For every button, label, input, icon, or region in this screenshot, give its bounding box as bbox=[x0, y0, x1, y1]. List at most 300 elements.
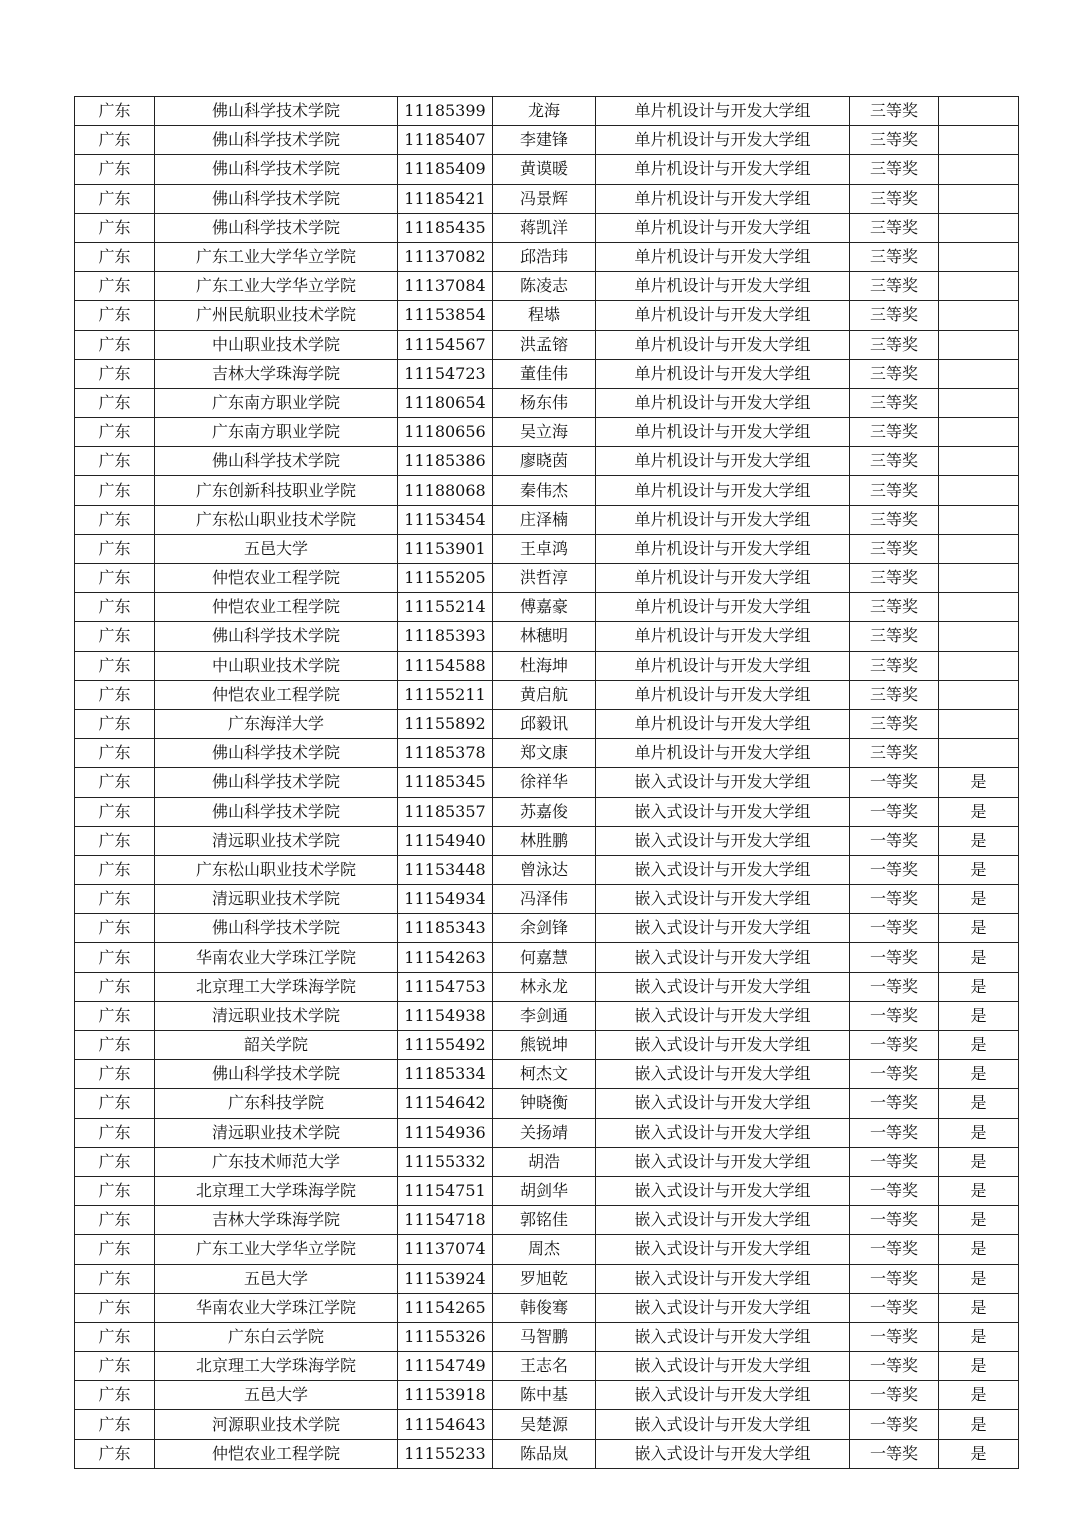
province-cell: 广东 bbox=[75, 680, 155, 709]
contestant-id-cell: 11155892 bbox=[398, 709, 493, 738]
contestant-id-cell: 11185399 bbox=[398, 97, 493, 126]
award-cell: 一等奖 bbox=[850, 914, 939, 943]
award-cell: 一等奖 bbox=[850, 1322, 939, 1351]
contestant-id-cell: 11154938 bbox=[398, 1001, 493, 1030]
table-row bbox=[75, 155, 1019, 184]
contestant-id-cell: 11185386 bbox=[398, 447, 493, 476]
school-cell: 仲恺农业工程学院 bbox=[155, 1439, 398, 1468]
advance-cell: 是 bbox=[939, 1147, 1019, 1176]
advance-cell bbox=[939, 272, 1019, 301]
award-cell: 一等奖 bbox=[850, 1001, 939, 1030]
table-row bbox=[75, 418, 1019, 447]
award-cell: 一等奖 bbox=[850, 1381, 939, 1410]
table-row bbox=[75, 242, 1019, 271]
table-row bbox=[75, 1439, 1019, 1468]
contestant-id-cell: 11155211 bbox=[398, 680, 493, 709]
province-cell: 广东 bbox=[75, 359, 155, 388]
table-row bbox=[75, 651, 1019, 680]
school-cell: 清远职业技术学院 bbox=[155, 826, 398, 855]
table-row bbox=[75, 301, 1019, 330]
contestant-name-cell: 廖晓茵 bbox=[493, 447, 596, 476]
contestant-id-cell: 11137074 bbox=[398, 1235, 493, 1264]
school-cell: 北京理工大学珠海学院 bbox=[155, 972, 398, 1001]
group-cell: 嵌入式设计与开发大学组 bbox=[596, 1235, 850, 1264]
contestant-id-cell: 11154567 bbox=[398, 330, 493, 359]
contestant-id-cell: 11185345 bbox=[398, 768, 493, 797]
award-cell: 三等奖 bbox=[850, 564, 939, 593]
group-cell: 嵌入式设计与开发大学组 bbox=[596, 1322, 850, 1351]
group-cell: 嵌入式设计与开发大学组 bbox=[596, 885, 850, 914]
award-cell: 一等奖 bbox=[850, 1264, 939, 1293]
table-row bbox=[75, 330, 1019, 359]
province-cell: 广东 bbox=[75, 709, 155, 738]
school-cell: 佛山科学技术学院 bbox=[155, 447, 398, 476]
advance-cell: 是 bbox=[939, 1410, 1019, 1439]
group-cell: 单片机设计与开发大学组 bbox=[596, 359, 850, 388]
province-cell: 广东 bbox=[75, 797, 155, 826]
province-cell: 广东 bbox=[75, 418, 155, 447]
award-cell: 一等奖 bbox=[850, 943, 939, 972]
group-cell: 嵌入式设计与开发大学组 bbox=[596, 1089, 850, 1118]
advance-cell: 是 bbox=[939, 1439, 1019, 1468]
group-cell: 单片机设计与开发大学组 bbox=[596, 272, 850, 301]
province-cell: 广东 bbox=[75, 1089, 155, 1118]
province-cell: 广东 bbox=[75, 1235, 155, 1264]
group-cell: 嵌入式设计与开发大学组 bbox=[596, 1031, 850, 1060]
contestant-id-cell: 11180654 bbox=[398, 388, 493, 417]
province-cell: 广东 bbox=[75, 301, 155, 330]
contestant-name-cell: 陈品岚 bbox=[493, 1439, 596, 1468]
school-cell: 佛山科学技术学院 bbox=[155, 155, 398, 184]
school-cell: 佛山科学技术学院 bbox=[155, 914, 398, 943]
contestant-name-cell: 王志名 bbox=[493, 1352, 596, 1381]
contestant-name-cell: 杨东伟 bbox=[493, 388, 596, 417]
contestant-id-cell: 11154936 bbox=[398, 1118, 493, 1147]
school-cell: 广东创新科技职业学院 bbox=[155, 476, 398, 505]
contestant-name-cell: 冯景辉 bbox=[493, 184, 596, 213]
advance-cell: 是 bbox=[939, 1293, 1019, 1322]
province-cell: 广东 bbox=[75, 505, 155, 534]
province-cell: 广东 bbox=[75, 97, 155, 126]
award-cell: 三等奖 bbox=[850, 709, 939, 738]
province-cell: 广东 bbox=[75, 1176, 155, 1205]
contestant-id-cell: 11153454 bbox=[398, 505, 493, 534]
province-cell: 广东 bbox=[75, 242, 155, 271]
school-cell: 佛山科学技术学院 bbox=[155, 768, 398, 797]
advance-cell bbox=[939, 593, 1019, 622]
award-cell: 一等奖 bbox=[850, 1147, 939, 1176]
contestant-id-cell: 11154718 bbox=[398, 1206, 493, 1235]
group-cell: 嵌入式设计与开发大学组 bbox=[596, 1410, 850, 1439]
advance-cell: 是 bbox=[939, 797, 1019, 826]
table-row bbox=[75, 914, 1019, 943]
contestant-name-cell: 傅嘉豪 bbox=[493, 593, 596, 622]
award-cell: 三等奖 bbox=[850, 476, 939, 505]
award-cell: 三等奖 bbox=[850, 739, 939, 768]
school-cell: 五邑大学 bbox=[155, 1381, 398, 1410]
advance-cell bbox=[939, 709, 1019, 738]
award-cell: 三等奖 bbox=[850, 126, 939, 155]
contestant-name-cell: 周杰 bbox=[493, 1235, 596, 1264]
school-cell: 仲恺农业工程学院 bbox=[155, 564, 398, 593]
group-cell: 嵌入式设计与开发大学组 bbox=[596, 1176, 850, 1205]
contestant-name-cell: 董佳伟 bbox=[493, 359, 596, 388]
group-cell: 嵌入式设计与开发大学组 bbox=[596, 1264, 850, 1293]
contestant-id-cell: 11185421 bbox=[398, 184, 493, 213]
advance-cell bbox=[939, 622, 1019, 651]
school-cell: 五邑大学 bbox=[155, 534, 398, 563]
group-cell: 嵌入式设计与开发大学组 bbox=[596, 943, 850, 972]
award-cell: 三等奖 bbox=[850, 505, 939, 534]
table-row bbox=[75, 797, 1019, 826]
advance-cell: 是 bbox=[939, 1060, 1019, 1089]
group-cell: 单片机设计与开发大学组 bbox=[596, 155, 850, 184]
contestant-name-cell: 冯泽伟 bbox=[493, 885, 596, 914]
advance-cell: 是 bbox=[939, 885, 1019, 914]
table-row bbox=[75, 768, 1019, 797]
province-cell: 广东 bbox=[75, 564, 155, 593]
contestant-id-cell: 11154643 bbox=[398, 1410, 493, 1439]
province-cell: 广东 bbox=[75, 184, 155, 213]
contestant-name-cell: 庄泽楠 bbox=[493, 505, 596, 534]
award-cell: 三等奖 bbox=[850, 155, 939, 184]
award-cell: 三等奖 bbox=[850, 330, 939, 359]
advance-cell bbox=[939, 564, 1019, 593]
award-cell: 三等奖 bbox=[850, 359, 939, 388]
group-cell: 单片机设计与开发大学组 bbox=[596, 418, 850, 447]
contestant-name-cell: 李剑通 bbox=[493, 1001, 596, 1030]
contestant-id-cell: 11155233 bbox=[398, 1439, 493, 1468]
group-cell: 嵌入式设计与开发大学组 bbox=[596, 1060, 850, 1089]
contestant-name-cell: 钟晓衡 bbox=[493, 1089, 596, 1118]
group-cell: 嵌入式设计与开发大学组 bbox=[596, 768, 850, 797]
award-cell: 三等奖 bbox=[850, 447, 939, 476]
school-cell: 广州民航职业技术学院 bbox=[155, 301, 398, 330]
advance-cell: 是 bbox=[939, 1031, 1019, 1060]
group-cell: 嵌入式设计与开发大学组 bbox=[596, 797, 850, 826]
award-cell: 一等奖 bbox=[850, 1293, 939, 1322]
province-cell: 广东 bbox=[75, 476, 155, 505]
contestant-name-cell: 秦伟杰 bbox=[493, 476, 596, 505]
table-row bbox=[75, 826, 1019, 855]
province-cell: 广东 bbox=[75, 1293, 155, 1322]
school-cell: 韶关学院 bbox=[155, 1031, 398, 1060]
contestant-id-cell: 11185334 bbox=[398, 1060, 493, 1089]
contestant-id-cell: 11185407 bbox=[398, 126, 493, 155]
province-cell: 广东 bbox=[75, 972, 155, 1001]
table-row bbox=[75, 622, 1019, 651]
advance-cell bbox=[939, 534, 1019, 563]
table-row bbox=[75, 1176, 1019, 1205]
advance-cell: 是 bbox=[939, 1118, 1019, 1147]
contestant-id-cell: 11154642 bbox=[398, 1089, 493, 1118]
contestant-id-cell: 11185409 bbox=[398, 155, 493, 184]
province-cell: 广东 bbox=[75, 914, 155, 943]
award-cell: 一等奖 bbox=[850, 797, 939, 826]
contestant-id-cell: 11154751 bbox=[398, 1176, 493, 1205]
contestant-name-cell: 徐祥华 bbox=[493, 768, 596, 797]
advance-cell bbox=[939, 213, 1019, 242]
award-cell: 三等奖 bbox=[850, 593, 939, 622]
contestant-id-cell: 11154263 bbox=[398, 943, 493, 972]
province-cell: 广东 bbox=[75, 622, 155, 651]
contestant-id-cell: 11154934 bbox=[398, 885, 493, 914]
school-cell: 佛山科学技术学院 bbox=[155, 622, 398, 651]
award-cell: 一等奖 bbox=[850, 1410, 939, 1439]
group-cell: 嵌入式设计与开发大学组 bbox=[596, 1352, 850, 1381]
group-cell: 单片机设计与开发大学组 bbox=[596, 505, 850, 534]
advance-cell: 是 bbox=[939, 1264, 1019, 1293]
award-cell: 三等奖 bbox=[850, 388, 939, 417]
school-cell: 中山职业技术学院 bbox=[155, 651, 398, 680]
province-cell: 广东 bbox=[75, 1264, 155, 1293]
contestant-name-cell: 曾泳达 bbox=[493, 855, 596, 884]
province-cell: 广东 bbox=[75, 1060, 155, 1089]
contestant-id-cell: 11153901 bbox=[398, 534, 493, 563]
province-cell: 广东 bbox=[75, 1147, 155, 1176]
contestant-id-cell: 11154940 bbox=[398, 826, 493, 855]
contestant-name-cell: 胡剑华 bbox=[493, 1176, 596, 1205]
table-row bbox=[75, 359, 1019, 388]
group-cell: 单片机设计与开发大学组 bbox=[596, 476, 850, 505]
advance-cell: 是 bbox=[939, 768, 1019, 797]
table-row bbox=[75, 272, 1019, 301]
table-row bbox=[75, 184, 1019, 213]
contestant-name-cell: 余剑锋 bbox=[493, 914, 596, 943]
contestant-id-cell: 11154749 bbox=[398, 1352, 493, 1381]
group-cell: 单片机设计与开发大学组 bbox=[596, 242, 850, 271]
advance-cell: 是 bbox=[939, 943, 1019, 972]
advance-cell: 是 bbox=[939, 1381, 1019, 1410]
award-cell: 三等奖 bbox=[850, 534, 939, 563]
award-cell: 一等奖 bbox=[850, 972, 939, 1001]
group-cell: 嵌入式设计与开发大学组 bbox=[596, 855, 850, 884]
advance-cell: 是 bbox=[939, 914, 1019, 943]
table-row bbox=[75, 1031, 1019, 1060]
school-cell: 广东海洋大学 bbox=[155, 709, 398, 738]
province-cell: 广东 bbox=[75, 739, 155, 768]
school-cell: 清远职业技术学院 bbox=[155, 1001, 398, 1030]
school-cell: 北京理工大学珠海学院 bbox=[155, 1176, 398, 1205]
table-row bbox=[75, 1235, 1019, 1264]
contestant-id-cell: 11188068 bbox=[398, 476, 493, 505]
table-row bbox=[75, 1352, 1019, 1381]
province-cell: 广东 bbox=[75, 943, 155, 972]
contestant-name-cell: 程塨 bbox=[493, 301, 596, 330]
contestant-name-cell: 何嘉慧 bbox=[493, 943, 596, 972]
school-cell: 广东科技学院 bbox=[155, 1089, 398, 1118]
group-cell: 单片机设计与开发大学组 bbox=[596, 213, 850, 242]
award-cell: 一等奖 bbox=[850, 855, 939, 884]
contestant-name-cell: 韩俊骞 bbox=[493, 1293, 596, 1322]
contestant-id-cell: 11180656 bbox=[398, 418, 493, 447]
school-cell: 清远职业技术学院 bbox=[155, 1118, 398, 1147]
group-cell: 嵌入式设计与开发大学组 bbox=[596, 826, 850, 855]
advance-cell: 是 bbox=[939, 826, 1019, 855]
contestant-id-cell: 11154265 bbox=[398, 1293, 493, 1322]
group-cell: 单片机设计与开发大学组 bbox=[596, 447, 850, 476]
contestant-name-cell: 郭铭佳 bbox=[493, 1206, 596, 1235]
contestant-id-cell: 11155326 bbox=[398, 1322, 493, 1351]
contestant-id-cell: 11153924 bbox=[398, 1264, 493, 1293]
table-row bbox=[75, 505, 1019, 534]
school-cell: 广东南方职业学院 bbox=[155, 388, 398, 417]
table-row bbox=[75, 972, 1019, 1001]
advance-cell bbox=[939, 126, 1019, 155]
award-cell: 一等奖 bbox=[850, 1439, 939, 1468]
contestant-name-cell: 洪哲淳 bbox=[493, 564, 596, 593]
contestant-name-cell: 胡浩 bbox=[493, 1147, 596, 1176]
award-cell: 一等奖 bbox=[850, 768, 939, 797]
province-cell: 广东 bbox=[75, 388, 155, 417]
award-cell: 一等奖 bbox=[850, 1089, 939, 1118]
contestant-name-cell: 关扬靖 bbox=[493, 1118, 596, 1147]
contestant-id-cell: 11153854 bbox=[398, 301, 493, 330]
table-row bbox=[75, 97, 1019, 126]
group-cell: 单片机设计与开发大学组 bbox=[596, 680, 850, 709]
award-cell: 三等奖 bbox=[850, 97, 939, 126]
contestant-id-cell: 11154753 bbox=[398, 972, 493, 1001]
school-cell: 佛山科学技术学院 bbox=[155, 1060, 398, 1089]
school-cell: 广东松山职业技术学院 bbox=[155, 855, 398, 884]
province-cell: 广东 bbox=[75, 1322, 155, 1351]
school-cell: 广东松山职业技术学院 bbox=[155, 505, 398, 534]
group-cell: 单片机设计与开发大学组 bbox=[596, 330, 850, 359]
advance-cell: 是 bbox=[939, 1206, 1019, 1235]
table-row bbox=[75, 855, 1019, 884]
award-table-body bbox=[75, 97, 1019, 1469]
contestant-name-cell: 龙海 bbox=[493, 97, 596, 126]
group-cell: 单片机设计与开发大学组 bbox=[596, 534, 850, 563]
school-cell: 广东白云学院 bbox=[155, 1322, 398, 1351]
award-cell: 一等奖 bbox=[850, 885, 939, 914]
award-cell: 三等奖 bbox=[850, 272, 939, 301]
table-row bbox=[75, 564, 1019, 593]
group-cell: 单片机设计与开发大学组 bbox=[596, 301, 850, 330]
group-cell: 单片机设计与开发大学组 bbox=[596, 622, 850, 651]
table-row bbox=[75, 1410, 1019, 1439]
advance-cell: 是 bbox=[939, 1001, 1019, 1030]
contestant-id-cell: 11185357 bbox=[398, 797, 493, 826]
contestant-id-cell: 11137084 bbox=[398, 272, 493, 301]
group-cell: 单片机设计与开发大学组 bbox=[596, 126, 850, 155]
award-cell: 一等奖 bbox=[850, 1031, 939, 1060]
province-cell: 广东 bbox=[75, 1352, 155, 1381]
contestant-id-cell: 11137082 bbox=[398, 242, 493, 271]
advance-cell bbox=[939, 97, 1019, 126]
province-cell: 广东 bbox=[75, 1410, 155, 1439]
table-row bbox=[75, 447, 1019, 476]
group-cell: 嵌入式设计与开发大学组 bbox=[596, 914, 850, 943]
table-row bbox=[75, 1381, 1019, 1410]
province-cell: 广东 bbox=[75, 885, 155, 914]
school-cell: 广东工业大学华立学院 bbox=[155, 1235, 398, 1264]
contestant-id-cell: 11185393 bbox=[398, 622, 493, 651]
school-cell: 北京理工大学珠海学院 bbox=[155, 1352, 398, 1381]
contestant-name-cell: 黄启航 bbox=[493, 680, 596, 709]
award-results-table bbox=[74, 96, 1019, 1469]
school-cell: 佛山科学技术学院 bbox=[155, 739, 398, 768]
province-cell: 广东 bbox=[75, 593, 155, 622]
advance-cell: 是 bbox=[939, 855, 1019, 884]
award-cell: 三等奖 bbox=[850, 418, 939, 447]
contestant-id-cell: 11154723 bbox=[398, 359, 493, 388]
contestant-name-cell: 王卓鸿 bbox=[493, 534, 596, 563]
table-row bbox=[75, 943, 1019, 972]
award-cell: 三等奖 bbox=[850, 242, 939, 271]
group-cell: 单片机设计与开发大学组 bbox=[596, 388, 850, 417]
contestant-name-cell: 邱浩玮 bbox=[493, 242, 596, 271]
award-cell: 一等奖 bbox=[850, 1060, 939, 1089]
province-cell: 广东 bbox=[75, 1031, 155, 1060]
group-cell: 嵌入式设计与开发大学组 bbox=[596, 1381, 850, 1410]
advance-cell bbox=[939, 242, 1019, 271]
contestant-id-cell: 11155492 bbox=[398, 1031, 493, 1060]
province-cell: 广东 bbox=[75, 272, 155, 301]
school-cell: 佛山科学技术学院 bbox=[155, 184, 398, 213]
province-cell: 广东 bbox=[75, 826, 155, 855]
province-cell: 广东 bbox=[75, 1001, 155, 1030]
table-row bbox=[75, 1089, 1019, 1118]
school-cell: 清远职业技术学院 bbox=[155, 885, 398, 914]
award-cell: 三等奖 bbox=[850, 184, 939, 213]
contestant-name-cell: 马智鹏 bbox=[493, 1322, 596, 1351]
table-row bbox=[75, 476, 1019, 505]
advance-cell bbox=[939, 418, 1019, 447]
group-cell: 嵌入式设计与开发大学组 bbox=[596, 1147, 850, 1176]
school-cell: 河源职业技术学院 bbox=[155, 1410, 398, 1439]
contestant-id-cell: 11185378 bbox=[398, 739, 493, 768]
group-cell: 嵌入式设计与开发大学组 bbox=[596, 1206, 850, 1235]
contestant-name-cell: 杜海坤 bbox=[493, 651, 596, 680]
contestant-name-cell: 吴立海 bbox=[493, 418, 596, 447]
table-row bbox=[75, 534, 1019, 563]
advance-cell bbox=[939, 680, 1019, 709]
advance-cell bbox=[939, 476, 1019, 505]
province-cell: 广东 bbox=[75, 1381, 155, 1410]
contestant-name-cell: 吴楚源 bbox=[493, 1410, 596, 1439]
award-cell: 三等奖 bbox=[850, 213, 939, 242]
school-cell: 佛山科学技术学院 bbox=[155, 126, 398, 155]
advance-cell: 是 bbox=[939, 1322, 1019, 1351]
contestant-name-cell: 熊锐坤 bbox=[493, 1031, 596, 1060]
group-cell: 单片机设计与开发大学组 bbox=[596, 593, 850, 622]
table-row bbox=[75, 593, 1019, 622]
province-cell: 广东 bbox=[75, 1206, 155, 1235]
contestant-name-cell: 苏嘉俊 bbox=[493, 797, 596, 826]
award-cell: 三等奖 bbox=[850, 680, 939, 709]
group-cell: 单片机设计与开发大学组 bbox=[596, 184, 850, 213]
advance-cell: 是 bbox=[939, 1089, 1019, 1118]
table-row bbox=[75, 388, 1019, 417]
province-cell: 广东 bbox=[75, 855, 155, 884]
contestant-id-cell: 11154588 bbox=[398, 651, 493, 680]
award-cell: 一等奖 bbox=[850, 1176, 939, 1205]
table-row bbox=[75, 739, 1019, 768]
table-row bbox=[75, 213, 1019, 242]
school-cell: 五邑大学 bbox=[155, 1264, 398, 1293]
advance-cell bbox=[939, 447, 1019, 476]
award-cell: 三等奖 bbox=[850, 651, 939, 680]
award-cell: 三等奖 bbox=[850, 622, 939, 651]
award-cell: 一等奖 bbox=[850, 1118, 939, 1147]
contestant-name-cell: 陈凌志 bbox=[493, 272, 596, 301]
school-cell: 广东南方职业学院 bbox=[155, 418, 398, 447]
contestant-id-cell: 11153448 bbox=[398, 855, 493, 884]
table-row bbox=[75, 680, 1019, 709]
school-cell: 吉林大学珠海学院 bbox=[155, 1206, 398, 1235]
table-row bbox=[75, 1060, 1019, 1089]
